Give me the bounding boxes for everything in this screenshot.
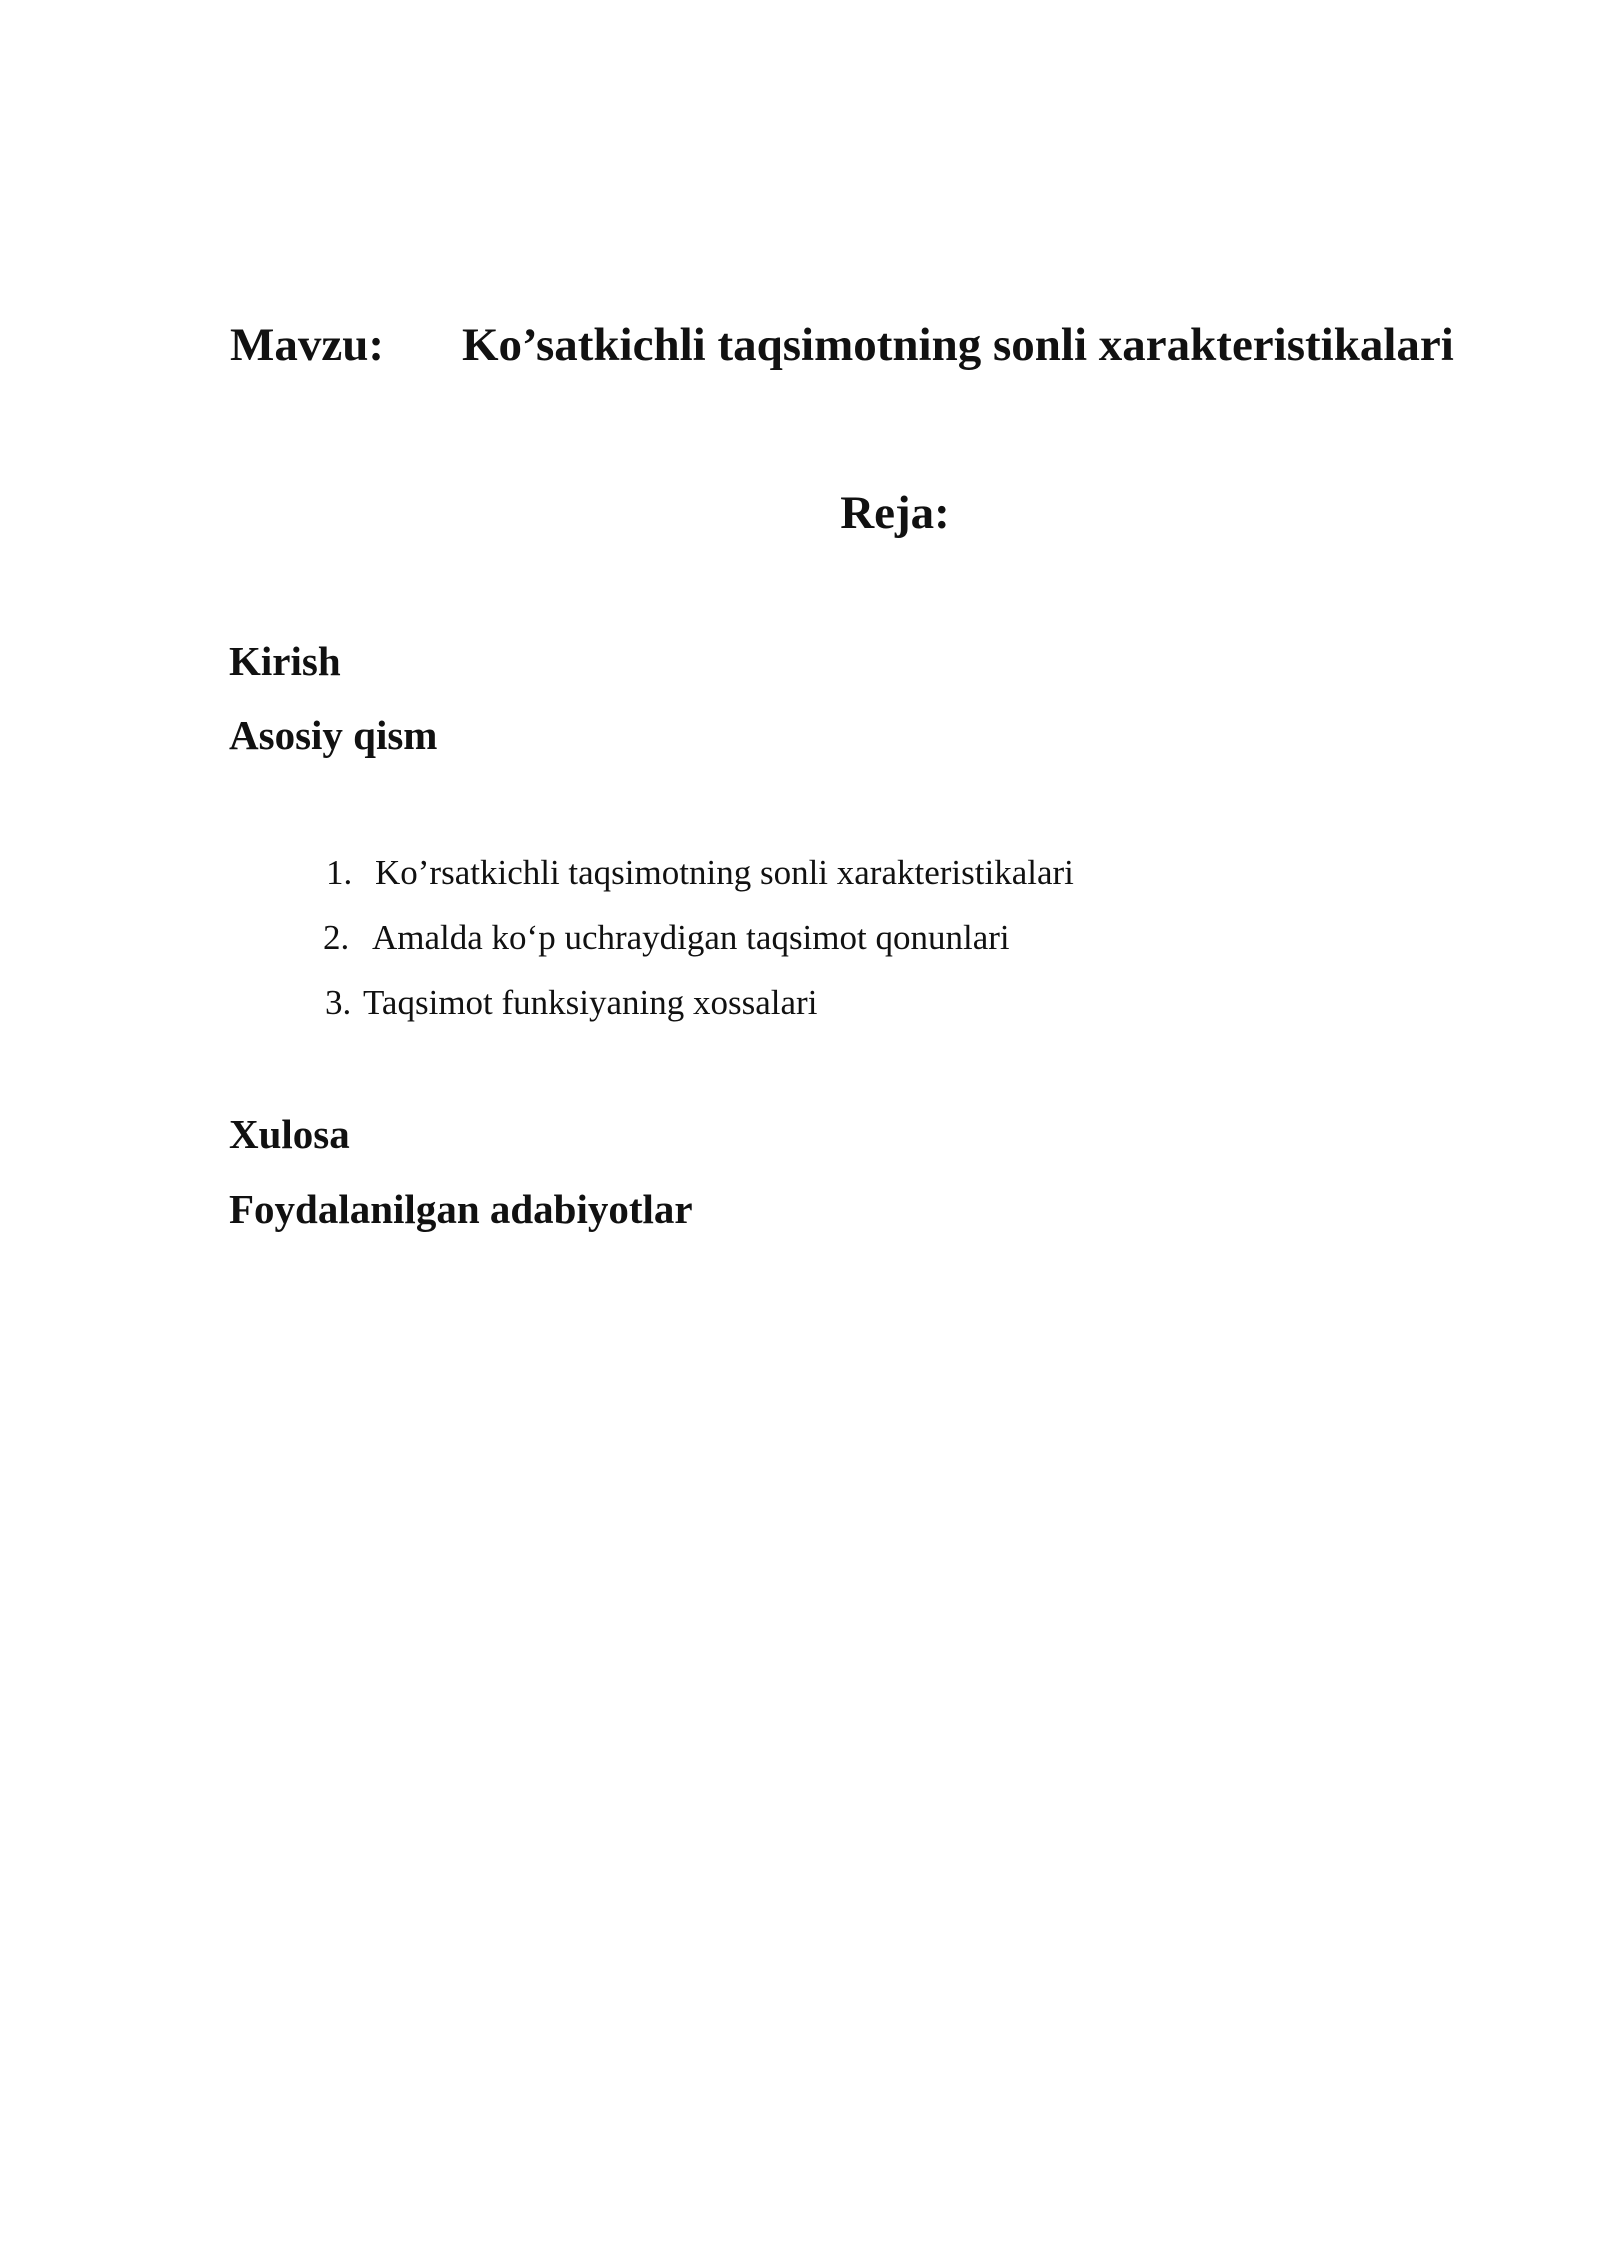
plan-item-number: 1. [326, 853, 353, 892]
plan-item-text: Taqsimot funksiyaning xossalari [363, 983, 818, 1022]
plan-item-text: Ko’rsatkichli taqsimotning sonli xarakteristikalari [375, 853, 1074, 892]
section-intro: Kirish [229, 638, 341, 684]
section-main-part: Asosiy qism [229, 712, 438, 758]
plan-item-number: 3. [325, 983, 352, 1022]
plan-heading: Reja: [840, 487, 950, 539]
plan-item-number: 2. [323, 918, 350, 957]
plan-item-text: Amalda ko‘p uchraydigan taqsimot qonunlari [372, 918, 1010, 957]
topic-title: Ko’satkichli taqsimotning sonli xarakteristikalari [462, 319, 1454, 371]
section-conclusion: Xulosa [229, 1111, 350, 1157]
section-references: Foydalanilgan adabiyotlar [229, 1186, 693, 1232]
topic-label: Mavzu: [230, 319, 385, 371]
